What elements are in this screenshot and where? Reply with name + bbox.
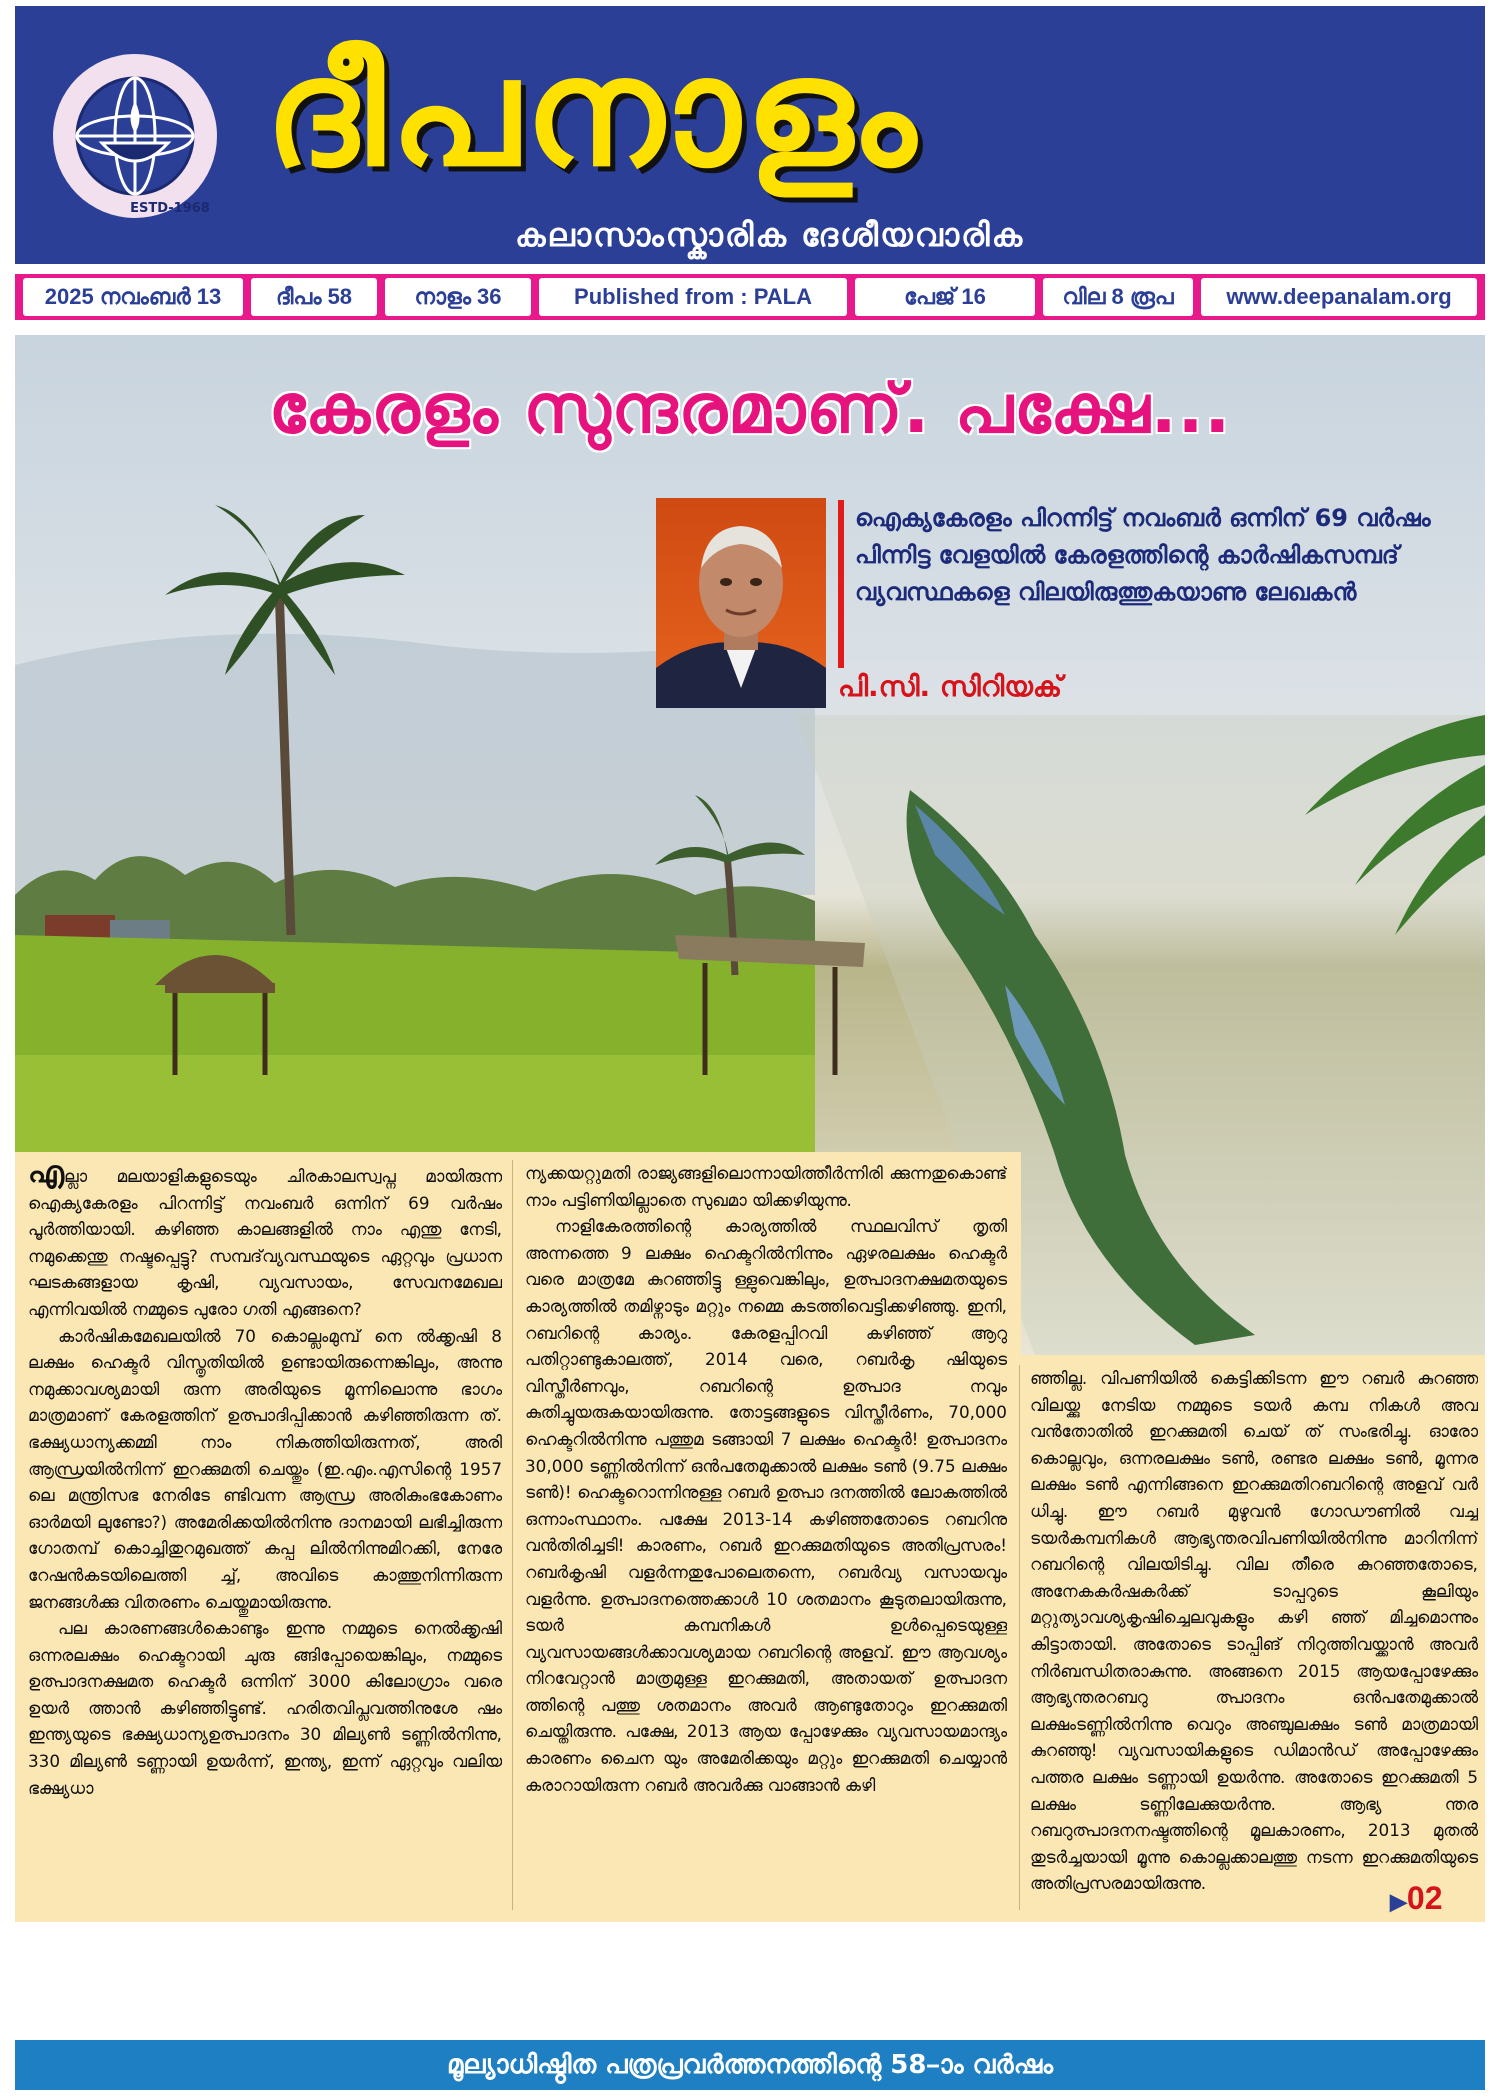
paragraph	[28, 1160, 502, 1323]
article-column-1	[28, 1160, 502, 1914]
column-divider	[1019, 1365, 1020, 1910]
article-column-3	[1030, 1365, 1478, 1895]
logo-established: ESTD-1968	[130, 201, 210, 216]
paragraph: പല കാരണങ്ങൾകൊണ്ടും ഇന്നു നമ്മുടെ നെൽക്കൃഷി ഒന്നരലക്ഷം ഹെക്ടറായി ചുരു ങ്ങിപ്പോയെങ്കിലും, നമ്മുടെ ഉത്പാദനക്ഷമത ഹെക്ടർ ഒന്നിന് 3000 കിലോഗ്രാം വരെ ഉയർ ത്താൻ കഴിഞ്ഞിട്ടുണ്ട്. ഹരിതവിപ്ലവത്തിനുശേ ഷം ഇന്ത്യയുടെ ഭക്ഷ്യധാന്യഉത്പാദനം 30 മില്യൺ ടണ്ണിൽനിന്നു, 330 മില്യൺ ടണ്ണായി ഉയർന്ന്, ഇന്ത്യ, ഇന്ന് ഏറ്റവും വലിയ ഭക്ഷ്യധാ	[28, 1618, 502, 1798]
issue-date: 2025 നവംബർ 13	[23, 278, 243, 316]
page-count: പേജ് 16	[855, 278, 1035, 316]
globe-lamp-icon	[50, 51, 220, 221]
deck-line: ഐക്യകേരളം പിറന്നിട്ട് നവംബർ ഒന്നിന് 69 വർഷം	[855, 504, 1431, 532]
article-column-2	[525, 1160, 1007, 1914]
masthead-subtitle: കലാസാംസ്കാരിക ദേശീയവാരിക	[515, 216, 1025, 254]
deck-accent-bar	[838, 500, 844, 668]
price: വില 8 രൂപ	[1043, 278, 1193, 316]
column-divider	[512, 1160, 513, 1910]
continued-page-number: 02	[1406, 1880, 1443, 1916]
triangle-right-icon: ▶	[1390, 1889, 1407, 1914]
website-link[interactable]: www.deepanalam.org	[1201, 278, 1477, 316]
issue-number: നാളം 36	[385, 278, 531, 316]
paragraph: നാളികേരത്തിന്റെ കാര്യത്തിൽ സ്ഥലവിസ് തൃതി അന്നത്തെ 9 ലക്ഷം ഹെക്ടറിൽനിന്നും ഏഴരലക്ഷം ഹെക്ടർ വരെ മാത്രമേ കുറഞ്ഞിട്ടു ള്ളുവെങ്കിലും, ഉത്പാദനക്ഷമതയുടെ കാര്യത്തിൽ തമിഴ്നാടും മറ്റും നമ്മെ കടത്തിവെട്ടിക്കഴിഞ്ഞു. ഇനി, റബറിന്റെ കാര്യം. കേരളപ്പിറവി കഴിഞ്ഞ് ആറു പതിറ്റാണ്ടുകാലത്ത്, 2014 വരെ, റബർകൃ ഷിയുടെ വിസ്തീർണവും, റബറിന്റെ ഉത്പാദ നവും കുതിച്ചുയരുകയായിരുന്നു. തോട്ടങ്ങളുടെ വിസ്തീർണം, 70,000 ഹെക്ടറിൽനിന്നു പത്തുമ ടങ്ങായി 7 ലക്ഷം ഹെക്ടർ! ഉത്പാദനം 30,000 ടണ്ണിൽനിന്ന് ഒൻപതേമുക്കാൽ ലക്ഷം ടൺ (9.75 ലക്ഷം ടൺ)! ഹെക്ടറൊന്നിനുള്ള റബർ ഉത്പാ ദനത്തിൽ ലോകത്തിൽ ഒന്നാംസ്ഥാനം. പക്ഷേ 2013-14 കഴിഞ്ഞതോടെ റബറിനു വൻതിരിച്ചടി! കാരണം, റബർ ഇറക്കുമതിയുടെ അതിപ്രസരം! റബർകൃഷി വളർന്നതുപോലെതന്നെ, റബർവ്യ വസായവും വളർന്നു. ഉത്പാദനത്തെക്കാൾ 10 ശതമാനം കൂടുതലായിരുന്നു, ടയർ കമ്പനികൾ ഉൾപ്പെടെയുള്ള വ്യവസായങ്ങൾക്കാവശ്യമായ റബറിന്റെ അളവ്. ഈ ആവശ്യം നിറവേറ്റാൻ മാത്രമുള്ള ഇറക്കുമതി, അതായത് ഉത്പാദന ത്തിന്റെ പത്തു ശതമാനം അവർ ആണ്ടുതോറും ഇറക്കുമതി ചെയ്തിരുന്നു. പക്ഷേ, 2013 ആയ പ്പോഴേക്കും വ്യവസായമാന്ദ്യം കാരണം ചൈന യും അമേരിക്കയും മറ്റും ഇറക്കുമതി ചെയ്യാൻ കരാറായിരുന്ന റബർ അവർക്കു വാങ്ങാൻ കഴി	[525, 1216, 1007, 1795]
drop-cap: എ	[28, 1160, 65, 1190]
deck-line: വ്യവസ്ഥകളെ വിലയിരുത്തുകയാണു ലേഖകൻ	[855, 578, 1357, 606]
footer-banner: മൂല്യാധിഷ്ഠിത പത്രപ്രവർത്തനത്തിന്റെ 58–ാം വർഷം	[15, 2040, 1485, 2090]
issue-info-bar	[15, 274, 1485, 320]
deck-line: പിന്നിട്ട വേളയിൽ കേരളത്തിന്റെ കാർഷികസമ്പദ്	[855, 541, 1399, 569]
published-from: Published from : PALA	[539, 278, 847, 316]
paragraph: ന്യക്കയറ്റുമതി രാജ്യങ്ങളിലൊന്നായിത്തീർന്നിരി ക്കുന്നതുകൊണ്ട് നാം പട്ടിണിയില്ലാതെ സുഖമാ യിക്കഴിയുന്നു.	[525, 1163, 1007, 1210]
author-name: പി.സി. സിറിയക്	[838, 670, 1063, 703]
paragraph-text: ല്ലാ മലയാളികളുടെയും ചിരകാലസ്വപ്ന മായിരുന്ന ഐക്യകേരളം പിറന്നിട്ട് നവംബർ ഒന്നിന് 69 വർഷം പൂർത്തിയായി. കഴിഞ്ഞ കാലങ്ങളിൽ നാം എന്തു നേടി, നമുക്കെന്തു നഷ്ടപ്പെട്ടു? സമ്പദ്‌വ്യവസ്ഥയുടെ ഏറ്റവും പ്രധാന ഘടകങ്ങളായ കൃഷി, വ്യവസായം, സേവനമേഖല എന്നിവയിൽ നമ്മുടെ പുരോ ഗതി എങ്ങനെ?	[28, 1166, 502, 1319]
masthead	[15, 6, 1485, 264]
issue-volume: ദീപം 58	[251, 278, 377, 316]
author-photo	[656, 498, 826, 708]
article-deck	[855, 500, 1431, 611]
masthead-title: ദീപനാളം	[265, 26, 922, 200]
paragraph: കാർഷികമേഖലയിൽ 70 കൊല്ലംമുമ്പ് നെ ൽക്കൃഷി 8 ലക്ഷം ഹെക്ടർ വിസ്തൃതിയിൽ ഉണ്ടായിരുന്നെങ്കിലും, അന്നു നമുക്കാവശ്യമായി രുന്ന അരിയുടെ മൂന്നിലൊന്നു ഭാഗം മാത്രമാണ് കേരളത്തിന് ഉത്പാദിപ്പിക്കാൻ കഴിഞ്ഞിരുന്ന ത്. ഭക്ഷ്യധാന്യക്കമ്മി നാം നികത്തിയിരുന്നത്, അരി ആന്ധ്രയിൽനിന്ന് ഇറക്കുമതി ചെയ്തും (ഇ.എം.എസിന്റെ 1957 ലെ മന്ത്രിസഭ നേരിടേ ണ്ടിവന്ന ആന്ധ്ര അരികുംഭകോണം ഓർമയി ലുണ്ടോ?) അമേരിക്കയിൽനിന്നു ദാനമായി ലഭിച്ചിരുന്ന ഗോതമ്പ് കൊച്ചിതുറമുഖത്ത് കപ്പ ലിൽനിന്നുമിറക്കി, നേരേ റേഷൻകടയിലെത്തി ച്ച്, അവിടെ കാത്തുനിന്നിരുന്ന ജനങ്ങൾക്കു വിതരണം ചെയ്തുമായിരുന്നു.	[28, 1325, 502, 1612]
logo	[50, 51, 220, 221]
article-headline: കേരളം സുന്ദരമാണ്. പക്ഷേ...	[268, 370, 1232, 449]
continued-on-page[interactable]	[1390, 1880, 1480, 1917]
author-portrait-image	[656, 498, 826, 708]
paragraph: ഞ്ഞില്ല. വിപണിയിൽ കെട്ടിക്കിടന്ന ഈ റബർ കുറഞ്ഞ വിലയ്ക്കു നേടിയ നമ്മുടെ ടയർ കമ്പ നികൾ അവ വൻതോതിൽ ഇറക്കുമതി ചെയ് ത് സംഭരിച്ചു. ഓരോ കൊല്ലവും, ഒന്നരലക്ഷം ടൺ, രണ്ടര ലക്ഷം ടൺ, മൂന്നര ലക്ഷം ടൺ എന്നിങ്ങനെ ഇറക്കുമതിറബറിന്റെ അളവ് വർ ധിച്ചു. ഈ റബർ മുഴുവൻ ഗോഡൗണിൽ വച്ച ടയർകമ്പനികൾ ആഭ്യന്തരവിപണിയിൽനിന്നു മാറിനിന്ന് റബറിന്റെ വിലയിടിച്ചു. വില തീരെ കുറഞ്ഞതോടെ, അനേകകർഷകർക്ക് ടാപ്പറുടെ കൂലിയും മറ്റുത്യാവശ്യകൃഷിച്ചെലവുകളും കഴി ഞ്ഞ് മിച്ചമൊന്നും കിട്ടാതായി. അതോടെ ടാപ്പിങ് നിറുത്തിവയ്ക്കാൻ അവർ നിർബന്ധിതരാകുന്നു. അങ്ങനെ 2015 ആയപ്പോഴേക്കും ആഭ്യന്തരറബറു ത്പാദനം ഒൻപതേമുക്കാൽ ലക്ഷംടണ്ണിൽനിന്നു വെറും അഞ്ചുലക്ഷം ടൺ മാത്രമായി കുറഞ്ഞു! വ്യവസായികളുടെ ഡിമാൻഡ് അപ്പോഴേക്കും പത്തര ലക്ഷം ടണ്ണായി ഉയർന്നു. അതോടെ ഇറക്കുമതി 5 ലക്ഷം ടണ്ണിലേക്കുയർന്നു. ആഭ്യ ന്തര റബറുത്പാദനനഷ്ടത്തിന്റെ മൂലകാരണം, 2013 മുതൽ തുടർച്ചയായി മൂന്നു കൊല്ലക്കാലത്തു നടന്ന ഇറക്കുമതിയുടെ അതിപ്രസരമായിരുന്നു.	[1030, 1368, 1478, 1894]
